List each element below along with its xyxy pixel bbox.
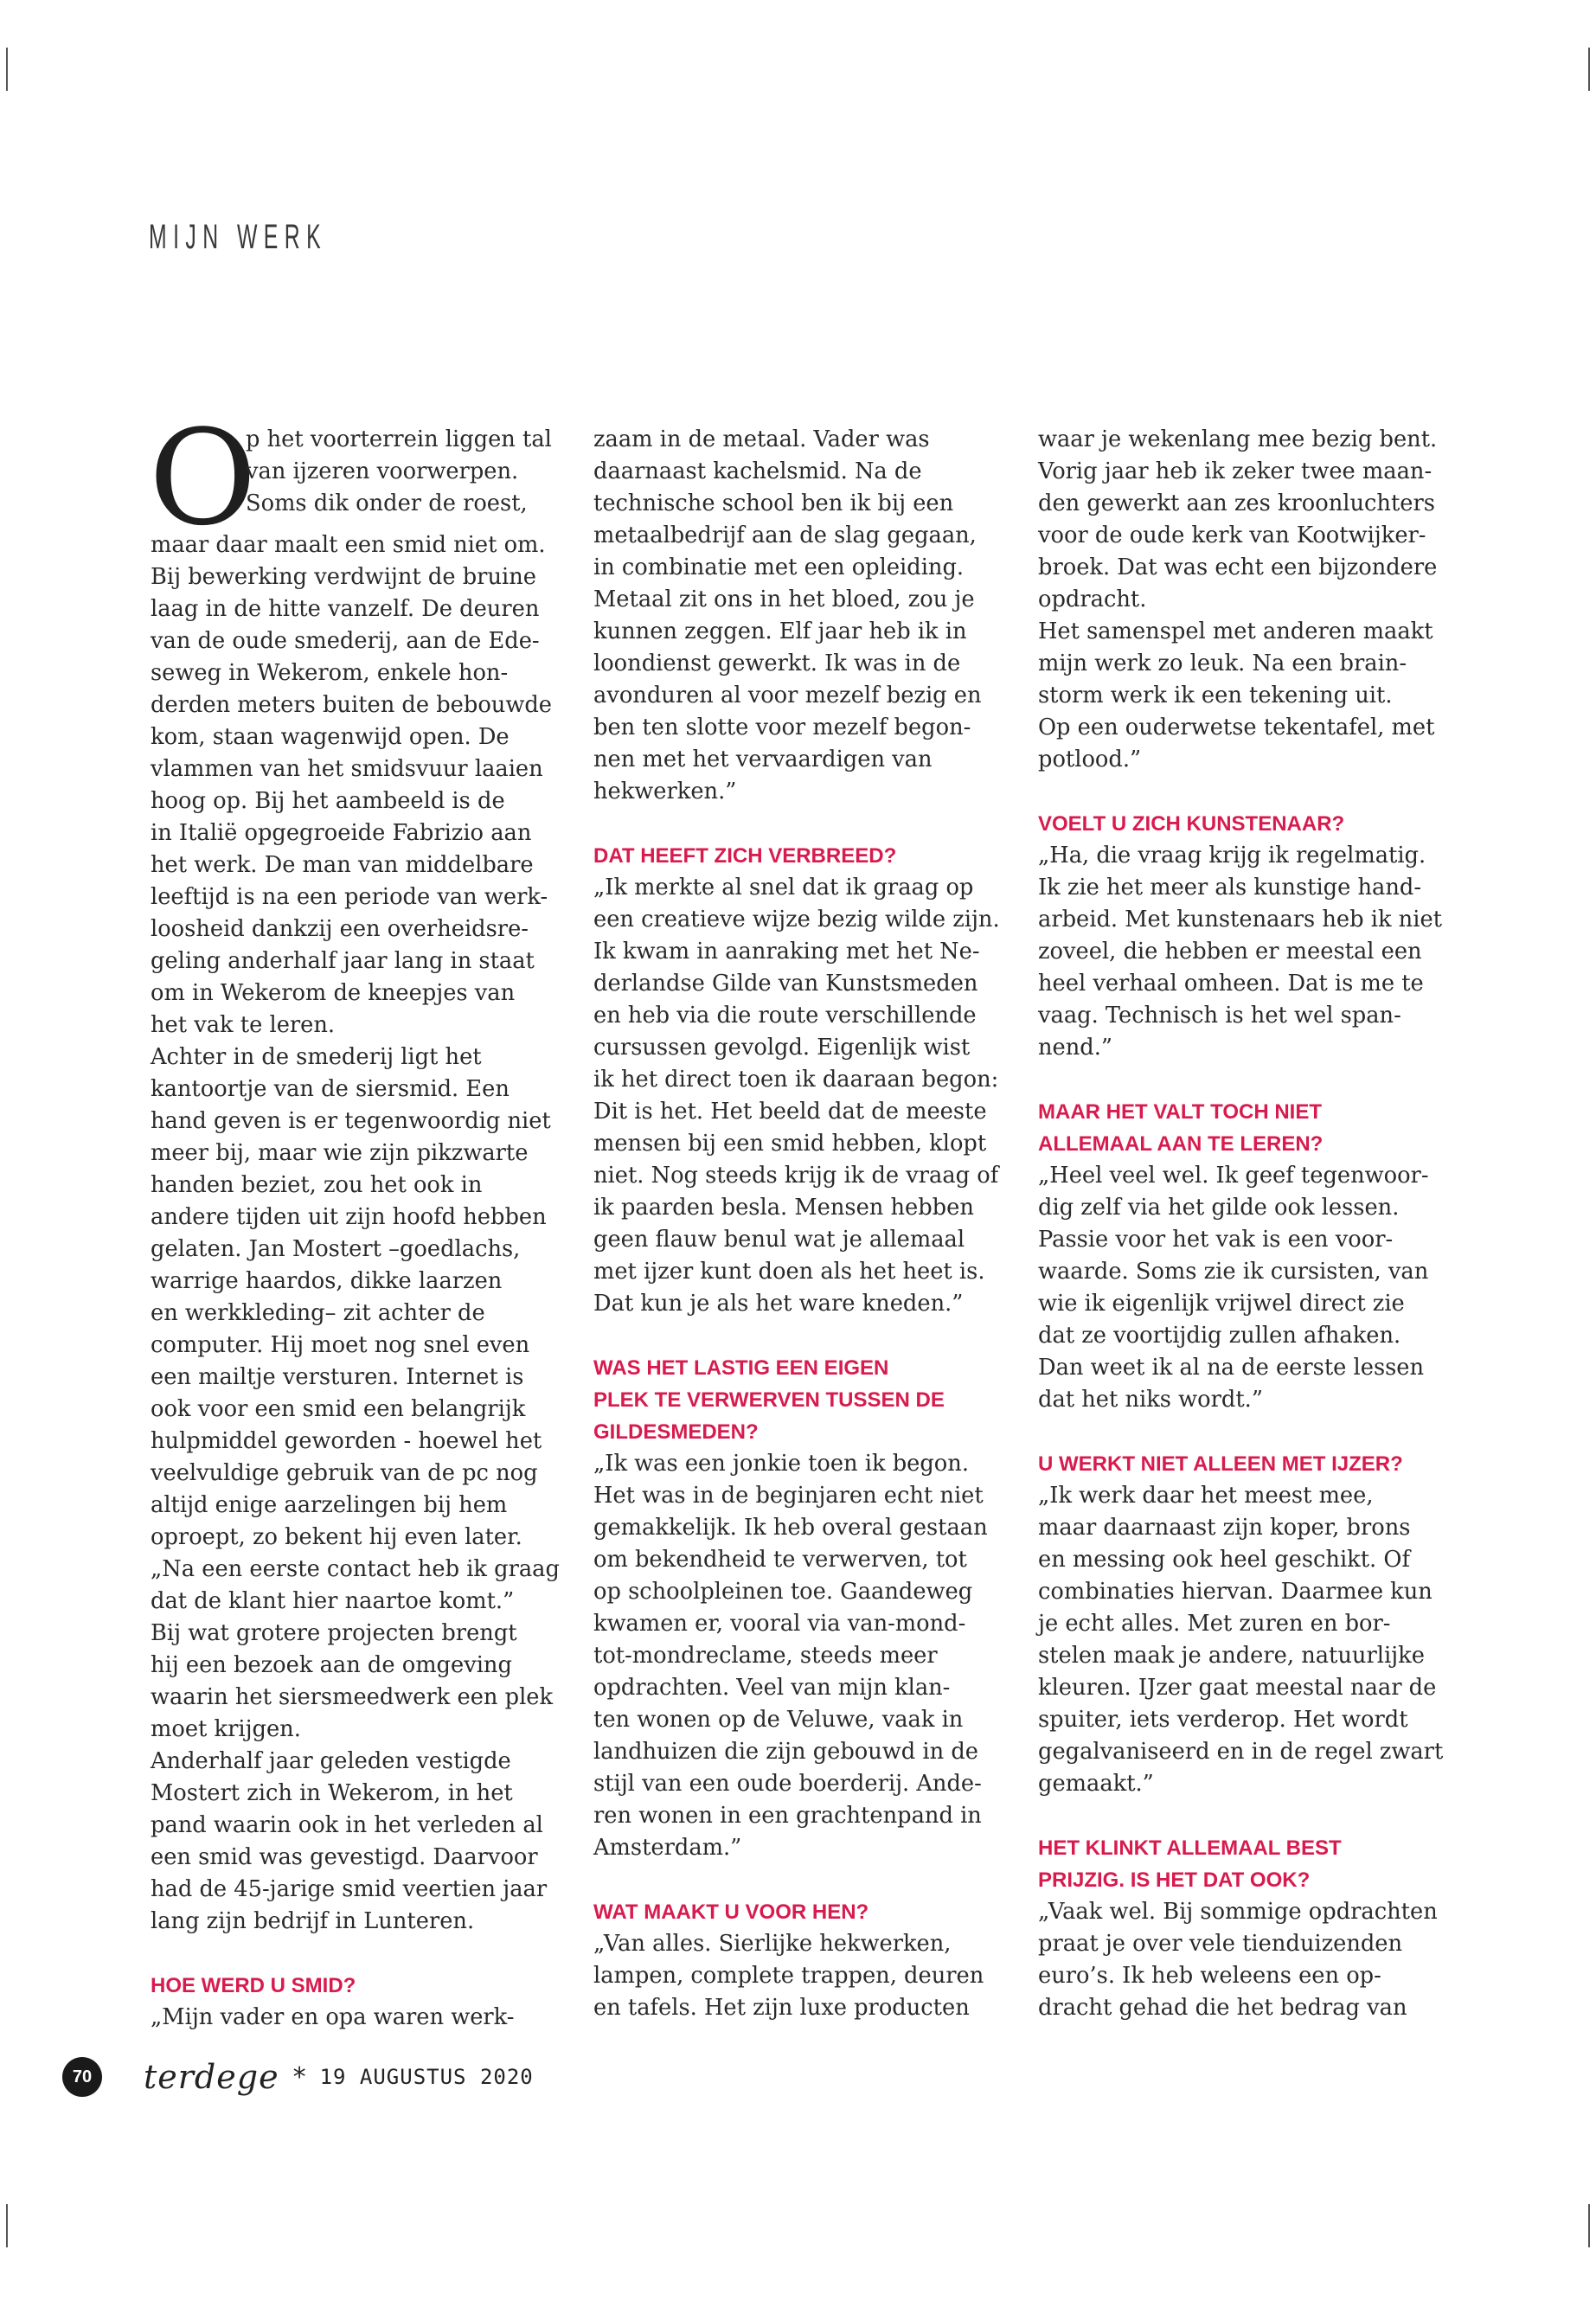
text-line: oproept, zo bekent hij even later. <box>151 1524 522 1550</box>
text-line: nend.” <box>1038 1035 1113 1061</box>
text-line: arbeid. Met kunstenaars heb ik niet <box>1038 907 1442 933</box>
text-line: Amsterdam.” <box>593 1835 742 1861</box>
body-text <box>151 2002 557 2034</box>
text-line: hij een bezoek aan de omgeving <box>151 1652 512 1678</box>
body-text <box>1038 1160 1445 1416</box>
text-line: laag in de hitte vanzelf. De deuren <box>151 596 540 622</box>
text-line: hulpmiddel geworden - hoewel het <box>151 1428 542 1454</box>
body-text <box>151 529 560 1938</box>
body-text <box>593 1928 1000 2024</box>
text-line: den gewerkt aan zes kroonluchters <box>1038 490 1435 516</box>
text-line: tot-mondreclame, steeds meer <box>593 1643 938 1669</box>
text-line: had de 45-jarige smid veertien jaar <box>151 1876 548 1902</box>
text-line: Achter in de smederij ligt het <box>151 1044 482 1070</box>
text-line: in Italië opgegroeide Fabrizio aan <box>151 820 532 846</box>
text-line: „Van alles. Sierlijke hekwerken, <box>593 1931 952 1957</box>
text-line: derden meters buiten de bebouwde <box>151 692 552 718</box>
text-line: „Na een eerste contact heb ik graag <box>151 1556 560 1582</box>
text-line: maar daarnaast zijn koper, brons <box>1038 1515 1411 1541</box>
text-line: gelaten. Jan Mostert –goedlachs, <box>151 1236 521 1262</box>
text-line: avonduren al voor mezelf bezig en <box>593 683 982 708</box>
text-line: broek. Dat was echt een bijzondere <box>1038 554 1438 580</box>
page-number-badge: 70 <box>62 2057 102 2097</box>
text-line: landhuizen die zijn gebouwd in de <box>593 1739 978 1765</box>
text-line: dig zelf via het gilde ook lessen. <box>1038 1195 1400 1221</box>
text-line: moet krijgen. <box>151 1716 301 1742</box>
text-line: met ijzer kunt doen als het heet is. <box>593 1259 985 1285</box>
text-line: het vak te leren. <box>151 1012 336 1038</box>
text-line: veelvuldige gebruik van de pc nog <box>151 1460 538 1486</box>
text-line: om bekendheid te verwerven, tot <box>593 1547 967 1573</box>
text-line: altijd enige aarzelingen bij hem <box>151 1492 508 1518</box>
text-line: gemakkelijk. Ik heb overal gestaan <box>593 1515 988 1541</box>
column-3 <box>1038 424 1445 2024</box>
text-line: kwamen er, vooral via van-mond- <box>593 1611 966 1637</box>
text-line: waar je wekenlang mee bezig bent. <box>1038 426 1438 452</box>
text-line: p het voorterrein liggen tal <box>246 426 552 452</box>
text-line: Dan weet ik al na de eerste lessen <box>1038 1355 1425 1381</box>
text-line: dat ze voortijdig zullen afhaken. <box>1038 1323 1401 1349</box>
column-2 <box>593 424 1000 2024</box>
subheading-line: WAS HET LASTIG EEN EIGEN <box>593 1356 889 1380</box>
text-line: Bij wat grotere projecten brengt <box>151 1620 517 1646</box>
subheading: U WERKT NIET ALLEEN MET IJZER? <box>1038 1452 1403 1476</box>
text-line: hekwerken.” <box>593 779 737 804</box>
subheading: HOE WERD U SMID? <box>151 1974 356 1997</box>
text-line: loondienst gewerkt. Ik was in de <box>593 651 961 676</box>
crop-mark-top-left <box>6 48 8 91</box>
text-line: op schoolpleinen toe. Gaandeweg <box>593 1579 973 1605</box>
section-label: MIJN WERK <box>149 218 328 256</box>
asterisk-separator: * <box>292 2061 306 2093</box>
text-line: kantoortje van de siersmid. Een <box>151 1076 510 1102</box>
text-line: kleuren. IJzer gaat meestal naar de <box>1038 1675 1437 1701</box>
body-text <box>593 1448 1000 1864</box>
issue-date: 19 AUGUSTUS 2020 <box>319 2065 534 2089</box>
text-line: gemaakt.” <box>1038 1771 1154 1797</box>
subheading-line: ALLEMAAL AAN TE LEREN? <box>1038 1132 1324 1156</box>
dropcap: O <box>149 401 257 554</box>
text-line: van ijzeren voorwerpen. <box>246 458 519 484</box>
text-line: loosheid dankzij een overheidsre- <box>151 916 529 942</box>
text-line: en heb via die route verschillende <box>593 1003 977 1029</box>
text-line: stijl van een oude boerderij. Ande- <box>593 1771 982 1797</box>
text-line: kunnen zeggen. Elf jaar heb ik in <box>593 619 967 644</box>
subheading-line: PRIJZIG. IS HET DAT OOK? <box>1038 1868 1311 1892</box>
text-line: dracht gehad die het bedrag van <box>1038 1995 1407 2021</box>
text-line: meer bij, maar wie zijn pikzwarte <box>151 1140 529 1166</box>
text-line: potlood.” <box>1038 747 1142 772</box>
text-line: waarde. Soms zie ik cursisten, van <box>1038 1259 1429 1285</box>
subheading-line: HET KLINKT ALLEMAAL BEST <box>1038 1836 1342 1860</box>
text-line: hand geven is er tegenwoordig niet <box>151 1108 551 1134</box>
subheading <box>593 1352 1000 1448</box>
body-text <box>593 872 1000 1320</box>
text-line: ten wonen op de Veluwe, vaak in <box>593 1707 964 1733</box>
crop-mark-bottom-right <box>1588 2204 1590 2247</box>
text-line: maar daar maalt een smid niet om. <box>151 532 546 558</box>
text-line: in combinatie met een opleiding. <box>593 554 965 580</box>
text-line: een smid was gevestigd. Daarvoor <box>151 1844 538 1870</box>
text-line: ben ten slotte voor mezelf begon- <box>593 715 971 740</box>
text-line: ren wonen in een grachtenpand in <box>593 1803 982 1829</box>
text-line: geling anderhalf jaar lang in staat <box>151 948 535 974</box>
text-line: opdrachten. Veel van mijn klan- <box>593 1675 951 1701</box>
text-line: combinaties hiervan. Daarmee kun <box>1038 1579 1433 1605</box>
text-line: „Mijn vader en opa waren werk- <box>151 2004 515 2030</box>
text-line: Op een ouderwetse tekentafel, met <box>1038 715 1435 740</box>
text-line: pand waarin ook in het verleden al <box>151 1812 543 1838</box>
magazine-logo: terdege <box>144 2058 279 2096</box>
body-text <box>1038 1480 1445 1800</box>
text-line: Anderhalf jaar geleden vestigde <box>151 1748 511 1774</box>
text-line: Bij bewerking verdwijnt de bruine <box>151 564 536 590</box>
text-line: zaam in de metaal. Vader was <box>593 426 930 452</box>
text-line: dat de klant hier naartoe komt.” <box>151 1588 515 1614</box>
text-line: opdracht. <box>1038 586 1147 612</box>
text-line: metaalbedrijf aan de slag gegaan, <box>593 522 977 548</box>
text-line: een creatieve wijze bezig wilde zijn. <box>593 907 1000 933</box>
subheading: DAT HEEFT ZICH VERBREED? <box>593 844 897 868</box>
text-line: Passie voor het vak is een voor- <box>1038 1227 1394 1253</box>
subheading-line: PLEK TE VERWERVEN TUSSEN DE <box>593 1388 945 1412</box>
text-line: andere tijden uit zijn hoofd hebben <box>151 1204 547 1230</box>
text-line: ik het direct toen ik daaraan begon: <box>593 1067 999 1093</box>
text-line: om in Wekerom de kneepjes van <box>151 980 516 1006</box>
text-line: daarnaast kachelsmid. Na de <box>593 458 922 484</box>
text-line: ik paarden besla. Mensen hebben <box>593 1195 974 1221</box>
text-line: „Heel veel wel. Ik geef tegenwoor- <box>1038 1163 1429 1189</box>
text-line: waarin het siersmeedwerk een plek <box>151 1684 554 1710</box>
text-line: niet. Nog steeds krijg ik de vraag of <box>593 1163 999 1189</box>
body-text <box>593 424 1000 808</box>
text-line: „Vaak wel. Bij sommige opdrachten <box>1038 1899 1438 1925</box>
text-line: en werkkleding– zit achter de <box>151 1300 485 1326</box>
text-line: Ik kwam in aanraking met het Ne- <box>593 939 980 965</box>
text-line: nen met het vervaardigen van <box>593 747 933 772</box>
text-line: lang zijn bedrijf in Lunteren. <box>151 1908 475 1934</box>
text-line: heel verhaal omheen. Dat is me te <box>1038 971 1424 997</box>
text-line: Ik zie het meer als kunstige hand- <box>1038 875 1422 901</box>
text-line: van de oude smederij, aan de Ede- <box>151 628 540 654</box>
subheading: VOELT U ZICH KUNSTENAAR? <box>1038 812 1345 836</box>
text-line: Dat kun je als het ware kneden.” <box>593 1291 964 1317</box>
text-line: leeftijd is na een periode van werk- <box>151 884 548 910</box>
text-line: derlandse Gilde van Kunstsmeden <box>593 971 978 997</box>
text-line: spuiter, iets verderop. Het wordt <box>1038 1707 1408 1733</box>
text-line: gegalvaniseerd en in de regel zwart <box>1038 1739 1444 1765</box>
text-line: lampen, complete trappen, deuren <box>593 1963 984 1989</box>
subheading <box>1038 1832 1445 1896</box>
body-text <box>1038 1896 1445 2024</box>
column-1 <box>149 401 560 2034</box>
text-line: Soms dik onder de roest, <box>246 490 528 516</box>
body-text <box>1038 424 1445 776</box>
text-line: mensen bij een smid hebben, klopt <box>593 1131 987 1157</box>
page-footer <box>62 2057 534 2097</box>
crop-mark-bottom-left <box>6 2204 8 2247</box>
text-line: technische school ben ik bij een <box>593 490 954 516</box>
text-line: storm werk ik een tekening uit. <box>1038 683 1393 708</box>
text-line: geen flauw benul wat je allemaal <box>593 1227 965 1253</box>
text-line: Dit is het. Het beeld dat de meeste <box>593 1099 987 1125</box>
text-line: warrige haardos, dikke laarzen <box>151 1268 503 1294</box>
text-line: voor de oude kerk van Kootwijker- <box>1038 522 1426 548</box>
crop-mark-top-right <box>1588 48 1590 91</box>
text-line: seweg in Wekerom, enkele hon- <box>151 660 509 686</box>
text-line: wie ik eigenlijk vrijwel direct zie <box>1038 1291 1405 1317</box>
subheading-line: MAAR HET VALT TOCH NIET <box>1038 1100 1322 1124</box>
text-line: dat het niks wordt.” <box>1038 1387 1263 1413</box>
text-line: „Ik werk daar het meest mee, <box>1038 1483 1374 1509</box>
body-text <box>1038 840 1445 1064</box>
text-line: Mostert zich in Wekerom, in het <box>151 1780 513 1806</box>
text-line: ook voor een smid een belangrijk <box>151 1396 526 1422</box>
text-line: „Ik merkte al snel dat ik graag op <box>593 875 974 901</box>
text-line: vlammen van het smidsvuur laaien <box>151 756 543 782</box>
text-line: en tafels. Het zijn luxe producten <box>593 1995 970 2021</box>
text-line: Vorig jaar heb ik zeker twee maan- <box>1038 458 1433 484</box>
text-line: praat je over vele tienduizenden <box>1038 1931 1403 1957</box>
text-line: stelen maak je andere, natuurlijke <box>1038 1643 1425 1669</box>
text-line: het werk. De man van middelbare <box>151 852 534 878</box>
text-line: vaag. Technisch is het wel span- <box>1038 1003 1401 1029</box>
text-line: een mailtje versturen. Internet is <box>151 1364 524 1390</box>
text-line: en messing ook heel geschikt. Of <box>1038 1547 1410 1573</box>
text-line: Het was in de beginjaren echt niet <box>593 1483 984 1509</box>
text-line: computer. Hij moet nog snel even <box>151 1332 530 1358</box>
article-columns <box>149 401 1457 2033</box>
text-line: je echt alles. Met zuren en bor- <box>1038 1611 1391 1637</box>
text-line: Metaal zit ons in het bloed, zou je <box>593 586 975 612</box>
text-line: kom, staan wagenwijd open. De <box>151 724 510 750</box>
text-line: hoog op. Bij het aambeeld is de <box>151 788 505 814</box>
text-line: handen beziet, zou het ook in <box>151 1172 483 1198</box>
text-line: „Ik was een jonkie toen ik begon. <box>593 1451 969 1477</box>
text-line: euro’s. Ik heb weleens een op- <box>1038 1963 1381 1989</box>
text-line: zoveel, die hebben er meestal een <box>1038 939 1422 965</box>
text-line: mijn werk zo leuk. Na een brain- <box>1038 651 1407 676</box>
text-line: „Ha, die vraag krijg ik regelmatig. <box>1038 843 1426 868</box>
subheading: WAT MAAKT U VOOR HEN? <box>593 1900 869 1924</box>
subheading-line: GILDESMEDEN? <box>593 1420 759 1444</box>
text-line: cursussen gevolgd. Eigenlijk wist <box>593 1035 971 1061</box>
subheading <box>1038 1096 1445 1160</box>
text-line: Het samenspel met anderen maakt <box>1038 619 1433 644</box>
